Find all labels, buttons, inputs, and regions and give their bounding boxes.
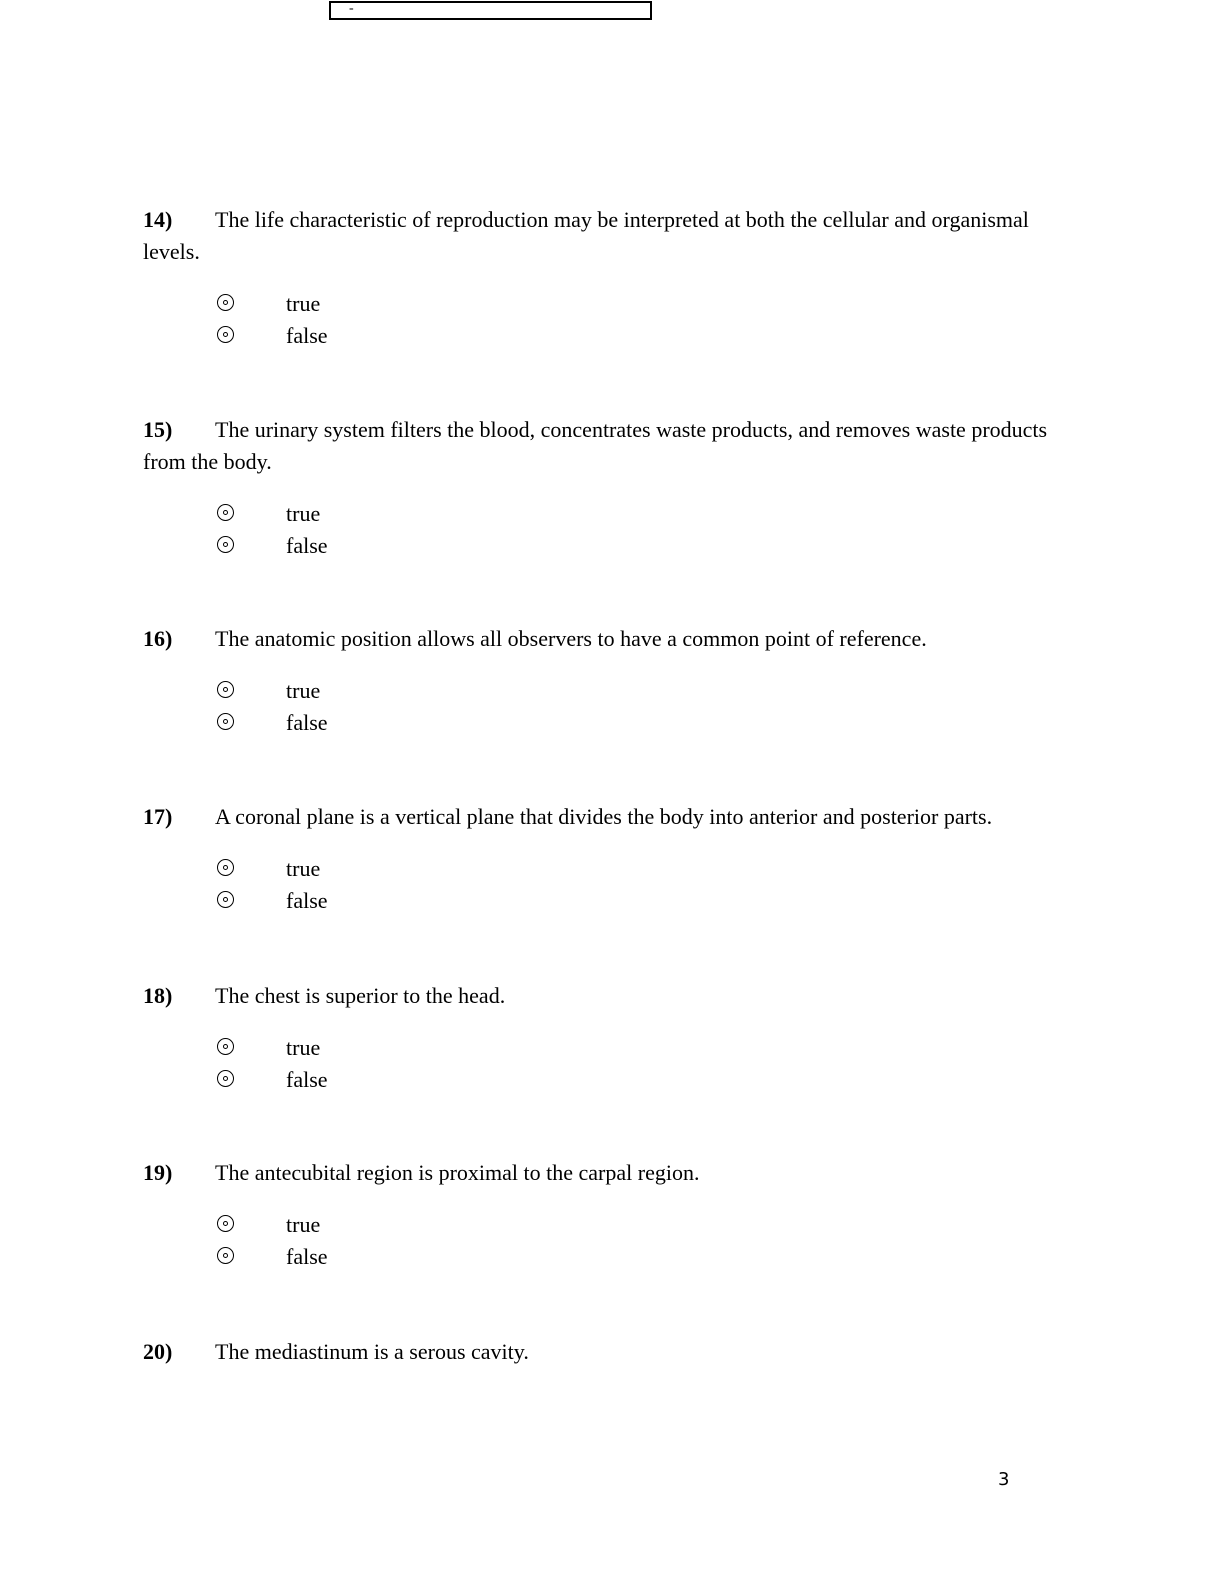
radio-button-icon[interactable] [217,326,234,343]
question-text [143,1336,1078,1368]
radio-button-icon[interactable] [217,1070,234,1087]
option-false[interactable] [143,1241,1078,1273]
question-number: 14) [143,207,173,232]
question-number: 16) [143,626,173,651]
option-false[interactable] [143,885,1078,917]
question-number: 19) [143,1160,173,1185]
question-19 [143,1157,1078,1273]
radio-button-icon[interactable] [217,1215,234,1232]
option-true[interactable] [143,675,1078,707]
radio-button-icon[interactable] [217,859,234,876]
question-body: A coronal plane is a vertical plane that divides the body into anterior and posterior parts. [215,804,993,829]
radio-button-icon[interactable] [217,294,234,311]
header-mark: - [349,1,354,16]
question-body: The mediastinum is a serous cavity. [215,1339,529,1364]
answer-options [143,288,1078,352]
question-body: The chest is superior to the head. [215,983,506,1008]
option-label: false [286,323,328,348]
answer-options [143,498,1078,562]
question-text [143,801,1078,833]
option-label: true [286,1212,321,1237]
option-false[interactable] [143,707,1078,739]
question-body: The life characteristic of reproduction may be interpreted at both the cellular and organismal levels. [143,207,1029,264]
question-18 [143,980,1078,1096]
question-text [143,1157,1078,1189]
option-label: false [286,533,328,558]
option-label: false [286,888,328,913]
option-label: false [286,1244,328,1269]
answer-options [143,1032,1078,1096]
question-text [143,980,1078,1012]
radio-button-icon[interactable] [217,1038,234,1055]
option-false[interactable] [143,320,1078,352]
option-true[interactable] [143,1032,1078,1064]
question-body: The anatomic position allows all observers to have a common point of reference. [215,626,927,651]
option-false[interactable] [143,530,1078,562]
question-17 [143,801,1078,917]
option-label: true [286,1035,321,1060]
option-label: true [286,501,321,526]
option-label: true [286,678,321,703]
question-16 [143,623,1078,739]
question-number: 17) [143,804,173,829]
answer-options [143,853,1078,917]
radio-button-icon[interactable] [217,713,234,730]
question-text [143,204,1078,268]
radio-button-icon[interactable] [217,504,234,521]
answer-options [143,1209,1078,1273]
page-number: 3 [998,1469,1010,1490]
question-number: 20) [143,1339,173,1364]
question-text [143,414,1078,478]
answer-options [143,675,1078,739]
option-label: true [286,856,321,881]
option-label: false [286,710,328,735]
question-body: The urinary system filters the blood, concentrates waste products, and removes waste products from the body. [143,417,1048,474]
question-20 [143,1336,1078,1368]
radio-button-icon[interactable] [217,891,234,908]
option-label: true [286,291,321,316]
header-box [329,1,652,20]
option-true[interactable] [143,498,1078,530]
option-false[interactable] [143,1064,1078,1096]
radio-button-icon[interactable] [217,681,234,698]
radio-button-icon[interactable] [217,536,234,553]
question-14 [143,204,1078,352]
option-label: false [286,1067,328,1092]
radio-button-icon[interactable] [217,1247,234,1264]
option-true[interactable] [143,1209,1078,1241]
question-15 [143,414,1078,562]
question-body: The antecubital region is proximal to the carpal region. [215,1160,700,1185]
option-true[interactable] [143,853,1078,885]
question-text [143,623,1078,655]
question-number: 18) [143,983,173,1008]
option-true[interactable] [143,288,1078,320]
question-number: 15) [143,417,173,442]
